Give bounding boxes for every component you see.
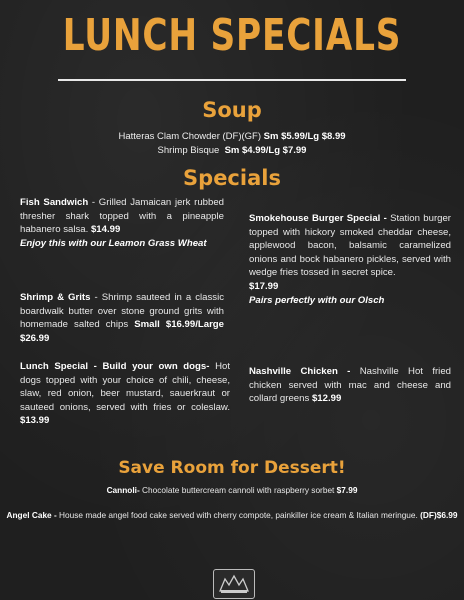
item-desc: Hot dogs topped with your choice of chili, cheese, slaw, red onion, beer mustard, sauerkraut or sauteed onions, served with fries or coleslaw.	[20, 361, 230, 413]
lunch-special-item	[20, 360, 230, 428]
soup-item	[0, 145, 464, 156]
specials-heading: Specials	[183, 166, 281, 190]
shrimp-grits-item	[20, 291, 224, 345]
item-price: $12.99	[311, 393, 342, 405]
item-name: Smokehouse Burger Special -	[249, 213, 387, 224]
item-name: Angel Cake -	[6, 510, 57, 520]
soup-item-name: Shrimp Bisque	[157, 145, 220, 156]
dessert-heading: Save Room for Dessert!	[118, 458, 346, 478]
soup-item	[0, 131, 464, 142]
item-desc: Station burger topped with hickory smoked cheddar cheese, applewood bacon, balsamic caramelized onions and bock habanero pickles, served with wedge fries tossed in secret spice.	[249, 213, 452, 279]
item-price: $7.99	[336, 485, 358, 495]
item-price: Small $16.99/Large $26.99	[20, 319, 224, 344]
item-price: $14.99	[90, 224, 121, 236]
item-price: $13.99	[20, 415, 50, 427]
nashville-chicken-item	[249, 365, 451, 406]
logo-graphic-icon	[217, 573, 251, 595]
item-name: Nashville Chicken -	[249, 366, 351, 377]
soup-heading: Soup	[202, 98, 262, 122]
soup-item-name: Hatteras Clam Chowder (DF)(GF)	[118, 131, 262, 142]
item-price: (DF)$6.99	[420, 510, 458, 520]
soup-item-price: Sm $5.99/Lg $8.99	[263, 131, 346, 142]
item-desc: Nashville Hot fried chicken served with mac and cheese and collard greens	[249, 366, 451, 405]
angel-cake-item	[0, 509, 464, 521]
item-name: Lunch Special - Build your own dogs-	[20, 361, 210, 372]
title-divider	[58, 79, 406, 81]
item-price: $17.99	[249, 280, 279, 292]
item-pairing: Enjoy this with our Leamon Grass Wheat	[20, 237, 207, 249]
item-desc: House made angel food cake served with cherry compote, painkiller ice cream & Italian meringue.	[56, 510, 421, 520]
soup-item-price: Sm $4.99/Lg $7.99	[224, 145, 307, 156]
fish-sandwich-item	[20, 196, 224, 250]
brewery-logo	[213, 569, 255, 599]
item-desc: - Shrimp sauteed in a classic boardwalk butter over stone ground grits with homemade salted chips	[20, 292, 224, 331]
smokehouse-burger-item	[249, 212, 451, 307]
item-name: Cannoli-	[106, 485, 140, 495]
cannoli-item	[0, 484, 464, 496]
item-name: Fish Sandwich	[20, 197, 89, 208]
item-pairing: Pairs perfectly with our Olsch	[249, 294, 385, 306]
item-desc: Chocolate buttercream cannoli with raspberry sorbet	[139, 485, 337, 495]
item-desc: - Grilled Jamaican jerk rubbed thresher shark topped with a pineapple habanero salsa.	[20, 197, 224, 236]
item-name: Shrimp & Grits	[20, 292, 91, 303]
menu-title: LUNCH SPECIALS	[62, 10, 402, 61]
